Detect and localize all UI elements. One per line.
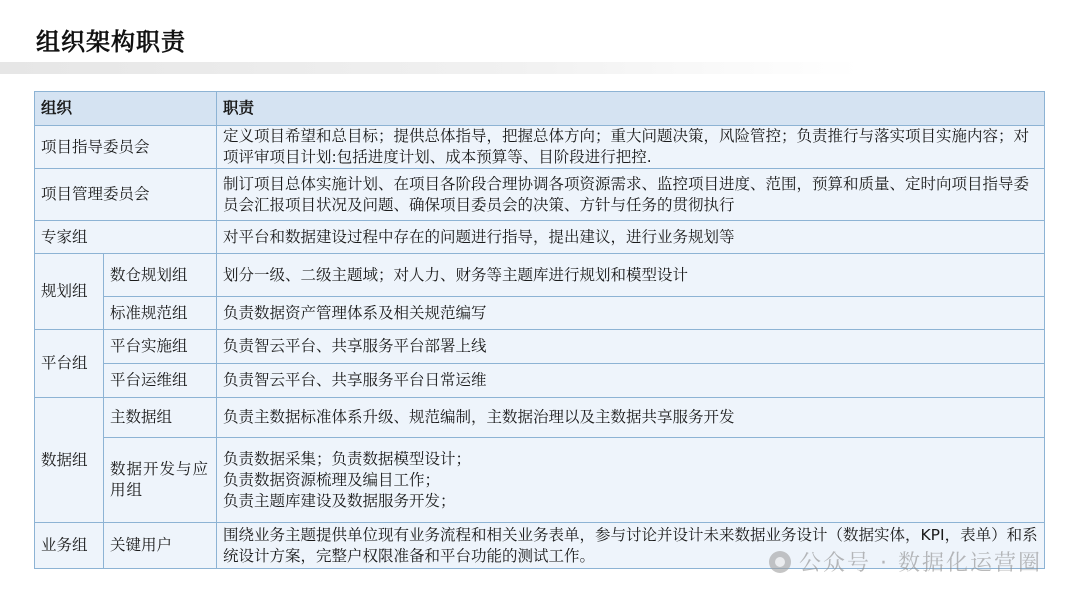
header-org: 组织 [35,92,217,126]
duty-cell: 定义项目希望和总目标；提供总体指导，把握总体方向；重大问题决策，风险管控；负责推行与落实项目实施内容；对项评审项目计划:包括进度计划、成本预算等、目阶段进行把控. [217,126,1045,169]
org-cell: 数据组 [35,398,104,523]
table-row [35,364,1045,398]
watermark-text: 公众号 · 数据化运营圈 [799,551,1042,576]
table-row [35,297,1045,330]
table-row [35,169,1045,221]
table-row [35,330,1045,364]
suborg-cell: 关键用户 [104,523,217,569]
duty-cell: 制订项目总体实施计划、在项目各阶段合理协调各项资源需求、监控项目进度、范围，预算和质量、定时向项目指导委员会汇报项目状况及问题、确保项目委员会的决策、方针与任务的贯彻执行 [217,169,1045,221]
suborg-cell: 标准规范组 [104,297,217,330]
org-cell: 专家组 [35,221,217,254]
page-title: 组织架构职责 [36,28,186,56]
duty-cell: 对平台和数据建设过程中存在的问题进行指导，提出建议，进行业务规划等 [217,221,1045,254]
org-cell: 项目管理委员会 [35,169,217,221]
org-cell: 规划组 [35,254,104,330]
responsibility-table [34,91,1045,569]
duty-line: 负责数据采集；负责数据模型设计； [223,449,472,468]
duty-cell: 负责智云平台、共享服务平台日常运维 [217,364,1045,398]
wechat-icon [769,551,791,573]
org-cell: 平台组 [35,330,104,398]
org-cell: 业务组 [35,523,104,569]
table-row [35,126,1045,169]
suborg-cell: 数仓规划组 [104,254,217,297]
org-cell: 项目指导委员会 [35,126,217,169]
table-row [35,254,1045,297]
table-header-row [35,92,1045,126]
title-underline [0,62,860,74]
duty-cell: 负责智云平台、共享服务平台部署上线 [217,330,1045,364]
suborg-cell: 数据开发与应用组 [104,438,217,523]
table-row [35,438,1045,523]
table-row [35,221,1045,254]
suborg-cell: 平台实施组 [104,330,217,364]
duty-cell [217,438,1045,523]
suborg-cell: 主数据组 [104,398,217,438]
header-duty: 职责 [217,92,1045,126]
duty-cell: 围绕业务主题提供单位现有业务流程和相关业务表单，参与讨论并设计未来数据业务设计（数据实体，KPI，表单）和系统设计方案，完整户权限准备和平台功能的测试工作。 [217,523,1045,569]
duty-cell: 负责数据资产管理体系及相关规范编写 [217,297,1045,330]
duty-cell: 划分一级、二级主题域；对人力、财务等主题库进行规划和模型设计 [217,254,1045,297]
duty-cell: 负责主数据标准体系升级、规范编制，主数据治理以及主数据共享服务开发 [217,398,1045,438]
duty-line: 负责数据资源梳理及编目工作； [223,470,441,489]
suborg-cell: 平台运维组 [104,364,217,398]
watermark [769,546,1042,577]
duty-line: 负责主题库建设及数据服务开发； [223,491,456,510]
table-row [35,398,1045,438]
